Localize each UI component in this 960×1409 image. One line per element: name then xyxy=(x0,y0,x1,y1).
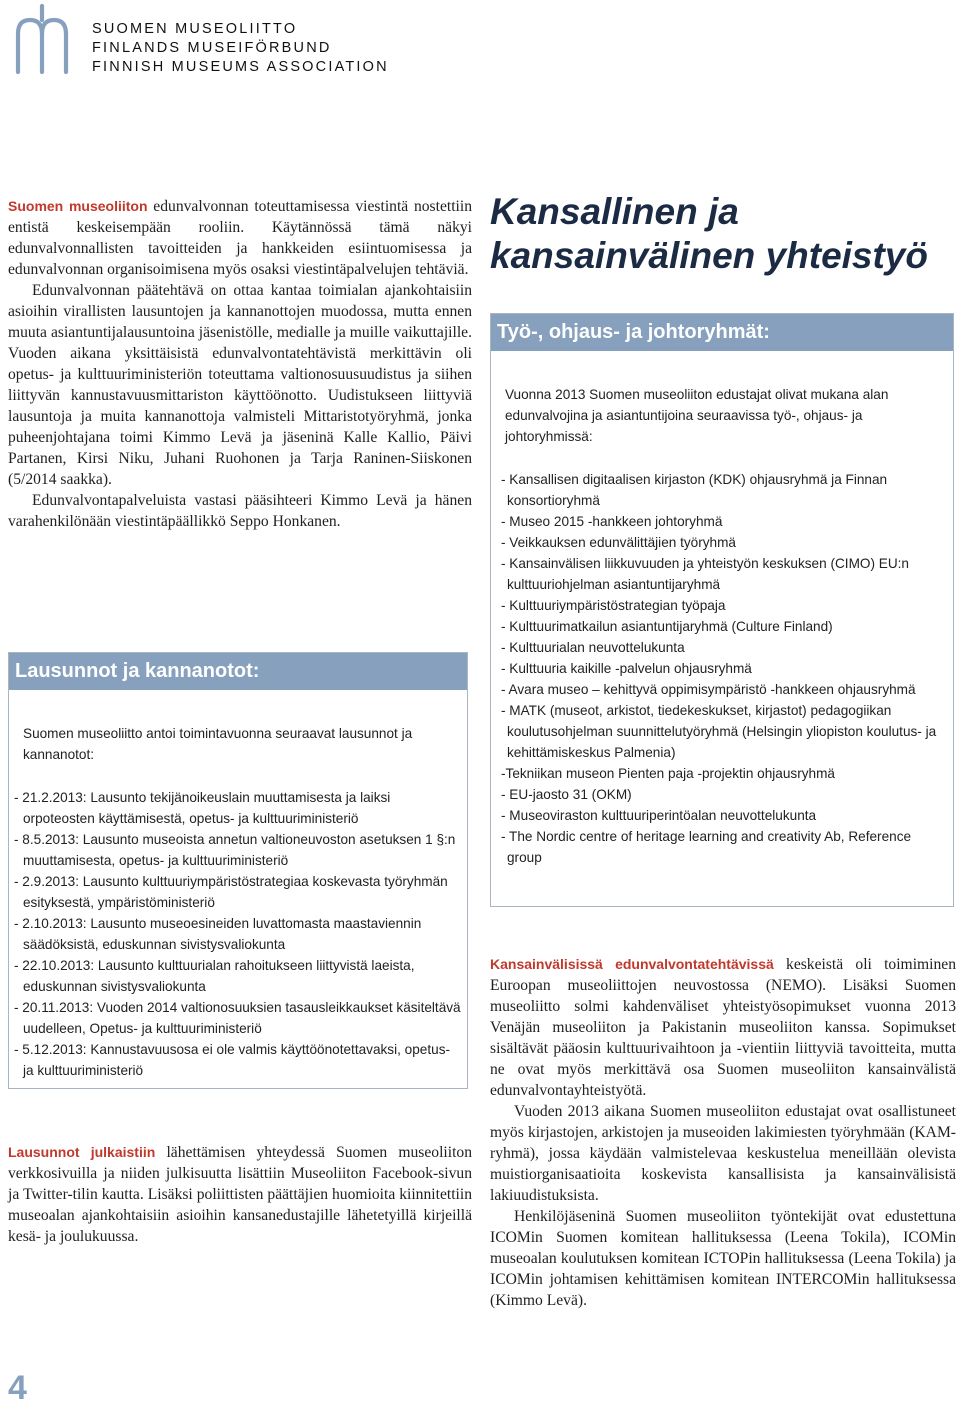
list-item: - EU-jaosto 31 (OKM) xyxy=(501,787,632,802)
intro-rest: edunvalvonnan toteuttamisessa viestintä nostettiin entistä keskeisempään rooliin. Käytännössä tämä näkyi edunvalvonnallisten tavoitteiden ja hankkeiden esiintuomisessa ja edunvalvonnan organisoimisena myös osaksi viestintäpalvelujen tehtäviä. xyxy=(8,198,472,278)
list-item: - 21.2.2013: Lausunto tekijänoikeuslain muuttamisesta ja laiksi orpoteosten käyttämisestä, opetus- ja kulttuuriministeriö xyxy=(14,790,391,826)
left-column-text xyxy=(8,196,472,532)
org-name-sv: FINLANDS MUSEIFÖRBUND xyxy=(92,40,332,56)
publication-rest: lähettämisen yhteydessä Suomen museoliiton verkkosivuilla ja niiden julkisuutta lisättiin Museoliiton Facebook-sivun ja Twitter-tilin kautta. Lisäksi poliittisten päättäjien huomioita kiinnitettiin museoalan ajankohtaisiin asioihin kansanedustajille lähetetyillä kirjeillä kesä- ja joulukuussa. xyxy=(8,1144,472,1245)
page-title xyxy=(490,190,960,278)
list-item: - 8.5.2013: Lausunto museoista annetun valtioneuvoston asetuksen 1 §:n muuttamisesta, opetus- ja kulttuuriministeriö xyxy=(14,832,456,868)
publication-lead: Lausunnot julkaistiin xyxy=(8,1144,156,1160)
main-task-paragraph: Edunvalvonnan päätehtävä on ottaa kantaa toimialan ajankohtaisiin asioihin virallisten lausuntojen ja kannanottojen muodossa, mutta ennen muuta asiantuntijalausuntoina jäsenistölle, medialle ja muille vaikuttajille. Vuoden aikana yksittäisistä edunvalvontatehtävistä merkittävin oli opetus- ja kulttuuriministeriön toteuttama valtionosuusuudistus ja siihen liittyvän kannustavuusmittariston käyttöönotto. Uudistukseen liittyviä lausuntoja ja muita kannanottoja valmisteli Mittaristotyöryhmä, jonka puheenjohtajana toimi Kimmo Levä ja jäseninä Kalle Kallio, Päivi Partanen, Kirsi Niku, Juhani Ruohonen ja Tarja Raninen-Siiskonen (5/2014 saakka). xyxy=(8,282,472,488)
list-item: - Kulttuurialan neuvottelukunta xyxy=(501,640,685,655)
list-item: - Kansainvälisen liikkuvuuden ja yhteistyön keskuksen (CIMO) EU:n kulttuuriohjelman asiantuntijaryhmä xyxy=(501,556,909,592)
publication-section xyxy=(8,1142,472,1247)
list-item: - Kulttuuria kaikille -palvelun ohjausryhmä xyxy=(501,661,752,676)
working-groups-list xyxy=(501,469,946,868)
list-item: - Kulttuuriympäristöstrategian työpaja xyxy=(501,598,726,613)
statements-intro: Suomen museoliitto antoi toimintavuonna seuraavat lausunnot ja kannanotot: xyxy=(23,726,413,762)
statements-box xyxy=(8,652,468,1089)
page-number: 4 xyxy=(8,1369,27,1407)
working-groups-intro: Vuonna 2013 Suomen museoliiton edustajat olivat mukana alan edunvalvojina ja asiantuntijoina seuraavissa työ-, ohjaus- ja johtoryhmissä: xyxy=(505,387,889,444)
responsibility-paragraph: Edunvalvontapalveluista vastasi pääsihteeri Kimmo Levä ja hänen varahenkilönään viestintäpäällikkö Seppo Honkanen. xyxy=(8,492,472,530)
list-item: - Museo 2015 -hankkeen johtoryhmä xyxy=(501,514,723,529)
working-groups-box xyxy=(490,313,954,907)
statements-list xyxy=(9,787,464,1081)
international-section xyxy=(490,954,956,1311)
international-rest: keskeistä oli toimiminen Euroopan museoliittojen neuvostossa (NEMO). Lisäksi Suomen museoliitto solmi kahdenväliset yhteistyösopimukset vuonna 2013 Venäjän museoliiton ja Pakistanin museoliiton kanssa. Sopimukset sisältävät pääosin kulttuurivaihtoon ja -vientiin liittyviä tavoitteita, mutta ne ovat myös merkittävä osa Suomen museoliiton kansainvälistä edunvalvontayhteistyötä. xyxy=(490,956,956,1099)
list-item: - Veikkauksen edunvälittäjien työryhmä xyxy=(501,535,736,550)
list-item: - The Nordic centre of heritage learning and creativity Ab, Reference group xyxy=(501,829,912,865)
organization-name xyxy=(92,20,389,77)
international-lead: Kansainvälisissä edunvalvontatehtävissä xyxy=(490,956,774,972)
list-item: - 22.10.2013: Lausunto kulttuurialan rahoitukseen liittyvistä laeista, eduskunnan sivistysvaliokunta xyxy=(14,958,415,994)
org-name-fi: SUOMEN MUSEOLIITTO xyxy=(92,21,298,37)
list-item: -Tekniikan museon Pienten paja -projektin ohjausryhmä xyxy=(501,766,835,781)
international-paragraph-3: Henkilöjäseninä Suomen museoliiton työntekijät ovat edustettuna ICOMin Suomen komitean hallituksessa (Leena Tokila), ICOMin museoalan koulutuksen komitean ICTOPin hallituksessa (Leena Tokila) ja ICOMin johtamisen kehittämisen komitean INTERCOMin hallituksessa (Kimmo Levä). xyxy=(490,1208,956,1309)
list-item: - MATK (museot, arkistot, tiedekeskukset, kirjastot) pedagogiikan koulutusohjelman suunnittelutyöryhmä (Helsingin yliopiston koulutus- ja kehittämiskeskus Palmenia) xyxy=(501,703,937,760)
title-line-1: Kansallinen ja xyxy=(490,191,739,232)
publication-paragraph xyxy=(8,1142,472,1247)
list-item: - Kansallisen digitaalisen kirjaston (KDK) ohjausryhmä ja Finnan konsortioryhmä xyxy=(501,472,888,508)
list-item: - Avara museo – kehittyvä oppimisympäristö -hankkeen ohjausryhmä xyxy=(501,682,916,697)
list-item: - Museoviraston kulttuuriperintöalan neuvottelukunta xyxy=(501,808,817,823)
list-item: - 5.12.2013: Kannustavuusosa ei ole valmis käyttöönotettavaksi, opetus- ja kulttuuriministeriö xyxy=(14,1042,451,1078)
list-item: - 20.11.2013: Vuoden 2014 valtionosuuksien tasausleikkaukset käsiteltävä uudelleen, Opetus- ja kulttuuriministeriö xyxy=(14,1000,461,1036)
org-name-en: FINNISH MUSEUMS ASSOCIATION xyxy=(92,59,389,75)
international-paragraph-1 xyxy=(490,954,956,1101)
museum-association-logo-icon xyxy=(10,2,82,74)
list-item: - 2.9.2013: Lausunto kulttuuriympäristöstrategiaa koskevasta työryhmän esityksestä, ympäristöministeriö xyxy=(14,874,448,910)
intro-lead: Suomen museoliiton xyxy=(8,198,148,214)
statements-heading: Lausunnot ja kannanotot: xyxy=(9,653,467,690)
list-item: - 2.10.2013: Lausunto museoesineiden luvattomasta maastaviennin säädöksistä, eduskunnan sivistysvaliokunta xyxy=(14,916,422,952)
international-paragraph-2: Vuoden 2013 aikana Suomen museoliiton edustajat ovat osallistuneet myös kirjastojen, arkistojen ja museoiden lakimiesten työryhmään (KAM-ryhmä), jossa käydään valmistelevaa keskustelua meneillään olevista muistiorganisaatioita koskevista kansallisista ja kansainvälisistä lakiuudistuksista. xyxy=(490,1103,956,1204)
list-item: - Kulttuurimatkailun asiantuntijaryhmä (Culture Finland) xyxy=(501,619,833,634)
working-groups-heading: Työ-, ohjaus- ja johtoryhmät: xyxy=(491,314,953,351)
intro-paragraph xyxy=(8,196,472,280)
title-line-2: kansainvälinen yhteistyö xyxy=(490,235,929,276)
